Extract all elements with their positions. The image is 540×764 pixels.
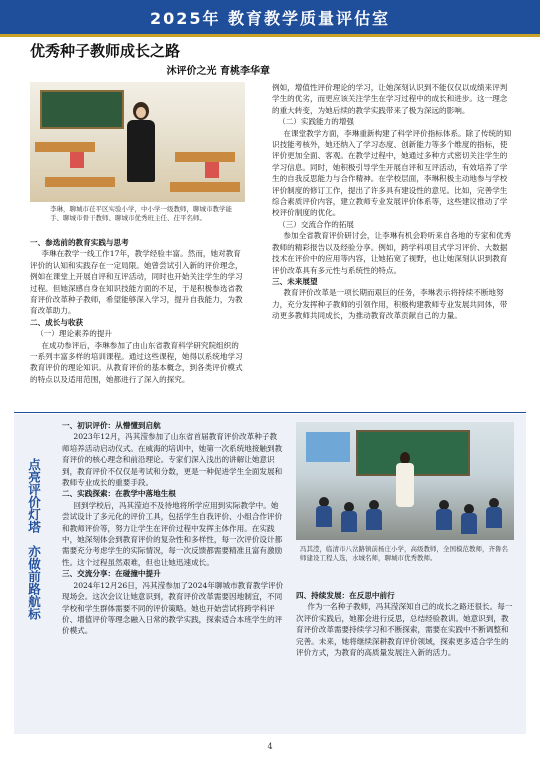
paragraph: 李琳在教学一线工作17年，教学经验丰富。然而，她对教育评价的认知和实践存在一定局限。她曾尝试引入新的评价理念，例如在课堂上开展自评和互评活动，同时也开始关注学生的学习过程。但她深感自身在知识技能方面的不足，于是积极参选省教育评价改革种子教师，希望能够深入学习，提升自我能力，为教育改革助力。 bbox=[30, 249, 243, 316]
paragraph: 回到学校后，冯其滢迫不及待地将所学应用到实际教学中。她尝试设计了多元化的评价工具，包括学生自我评价、小组合作评价和教师评价等，努力让学生在评价过程中发挥主体作用。在实践中，她深刻体会到教育评价的复杂性和多样性，每一次评价设计都需要充分考虑学生的实际情况，每一次反馈都需要精准且富有激励性。这个过程虽然艰难，但也让她迅速成长。 bbox=[62, 500, 283, 567]
desk-graphic bbox=[45, 177, 115, 187]
page-header bbox=[0, 0, 540, 37]
desk-graphic bbox=[170, 182, 240, 192]
subsection-heading: （一）理论素养的提升 bbox=[36, 329, 113, 339]
paragraph: 参加全省教育评价研讨会，让李琳有机会聆听来自各地的专家和优秀教师的精彩报告以及经验分享。例如，跨学科项目式学习评价、大数据技术在评价中的应用等内容，让她拓宽了视野，也让她深刻认识到教育评价改革具有多元性与系统性的特点。 bbox=[272, 231, 512, 275]
section-heading: 一、参选前的教育实践与思考 bbox=[30, 238, 129, 247]
student-figure bbox=[436, 500, 452, 530]
paragraph: 作为一名种子教师，冯其滢深知自己的成长之路还很长。每一次评价实践后，她都会进行反思，总结经验教训。她意识到，教育评价改革需要持续学习和不断探索，需要在实践中不断调整和完善。未来，她将继续深耕教育评价领域，探索更多适合学生的评价方式，为教育的高质量发展注入新的活力。 bbox=[296, 602, 513, 658]
section-heading: 二、实践探索：在教学中落地生根 bbox=[62, 489, 176, 499]
section-heading: 四、持续发展：在反思中前行 bbox=[296, 591, 395, 600]
paragraph: 在课堂教学方面，李琳重新构建了科学评价指标体系。除了传统的知识技能考核外，她还纳入了学习态度、创新能力等多个维度的指标，使评价更加全面、客观。在教学过程中，她通过多种方式密切关注学生的学习信息。同时，她积极引导学生开展自评和互评活动，有效培养了学生的自我反思能力与合作精神。在学校层面，李琳积极主动地参与学校评价制度的修订工作，提出了许多具有建设性的意见。比如，完善学生综合素质评价内容，建立教师专业发展评价体系等，这些建议推动了学校评价制度的优化。 bbox=[272, 128, 512, 218]
sidebar-title-part1: 点亮评价灯塔 bbox=[26, 458, 42, 533]
student-figure bbox=[341, 502, 357, 532]
paragraph: 2023年12月，冯其滢参加了山东省首届教育评价改革种子教师培养活动启动仪式。在威海的培训中，她第一次系统地接触到教育评价的核心理念和前沿理论。专家们深入浅出的讲解让她意识到，教育评价不仅仅是考试和分数，更是一种促进学生全面发展和教师专业成长的重要手段。 bbox=[62, 432, 283, 488]
section-heading: 三、交流分享：在碰撞中提升 bbox=[62, 569, 161, 579]
teacher-figure bbox=[125, 102, 157, 182]
photo-caption: 李琳，聊城市茌平区实验小学，中小学一级教师，聊城市教学能手、聊城市骨干教师、聊城市优秀班主任、茌平名师。 bbox=[50, 205, 232, 222]
chair-graphic bbox=[205, 162, 219, 178]
article-subtitle: 沐评价之光 育桃李华章 bbox=[166, 66, 270, 77]
student-figure bbox=[486, 498, 502, 528]
paragraph: 教育评价改革是一项长期而艰巨的任务，李琳表示将持续不断地努力，充分发挥种子教师的引领作用，积极构建教师专业发展共同体，带动更多教师共同成长，为推动教育改革贡献自己的力量。 bbox=[272, 288, 508, 321]
subsection-heading: （二）实践能力的增强 bbox=[278, 117, 355, 127]
sidebar-left-column bbox=[62, 420, 284, 637]
student-figure bbox=[316, 497, 332, 527]
section-heading: 二、成长与收获 bbox=[30, 317, 84, 327]
paragraph: 在成功参评后，李琳参加了由山东省教育科学研究院组织的一系列丰富多样的培训课程。通过这些课程，她得以系统地学习教育评价的理论知识。从教育评价的基本概念，到各类评价模式的特点以及适用范围，她都进行了深入的探究。 bbox=[30, 340, 243, 384]
header-title: 2025年 教育教学质量评估室 bbox=[149, 9, 391, 28]
article-right-column bbox=[272, 82, 512, 322]
classroom-photo bbox=[296, 422, 514, 540]
desk-graphic bbox=[35, 142, 95, 152]
blackboard-graphic bbox=[40, 90, 124, 129]
paragraph: 例如，增值性评价理论的学习，让她深刻认识到不能仅仅以成绩来评判学生的优劣，而更应该关注学生在学习过程中的成长和进步。这一理念的重大转变，为她后续的教学实践带来了极为深远的影响。 bbox=[272, 83, 508, 115]
teacher-photo bbox=[30, 82, 245, 202]
section-divider bbox=[14, 412, 526, 413]
sidebar-photo-caption: 冯其滢，临清市八岔路镇前杨庄小学，高级教师，全国模范教师，齐鲁名师建设工程人选，水城名师，聊城市优秀教师。 bbox=[300, 545, 508, 562]
subsection-heading: （三）交流合作的拓展 bbox=[278, 219, 355, 229]
article-title: 优秀种子教师成长之路 bbox=[30, 42, 181, 60]
projector-screen-graphic bbox=[306, 432, 350, 462]
student-figure bbox=[366, 500, 382, 530]
article-left-column bbox=[30, 237, 245, 385]
paragraph: 2024年12月26日，冯其滢参加了2024年聊城市教育教学评价现场会。这次会议让她意识到，教育评价改革需要因地制宜，不同学校和学生群体需要不同的评价策略。她也开始尝试将跨学科评价、增值评价等理念融入日常的教学实践，探索适合本班学生的评价模式。 bbox=[62, 580, 284, 636]
sidebar-vertical-title bbox=[22, 458, 46, 620]
student-figure bbox=[461, 504, 477, 534]
teacher-figure bbox=[396, 452, 414, 507]
section-heading: 一、初识评价：从懵懂到启航 bbox=[62, 421, 161, 430]
chair-graphic bbox=[70, 152, 84, 168]
page-number: 4 bbox=[267, 742, 273, 751]
desk-graphic bbox=[175, 152, 235, 162]
sidebar-title-part2: 亦做前路航标 bbox=[26, 545, 42, 620]
section-heading: 三、未来展望 bbox=[272, 276, 318, 286]
sidebar-right-column bbox=[296, 590, 514, 658]
